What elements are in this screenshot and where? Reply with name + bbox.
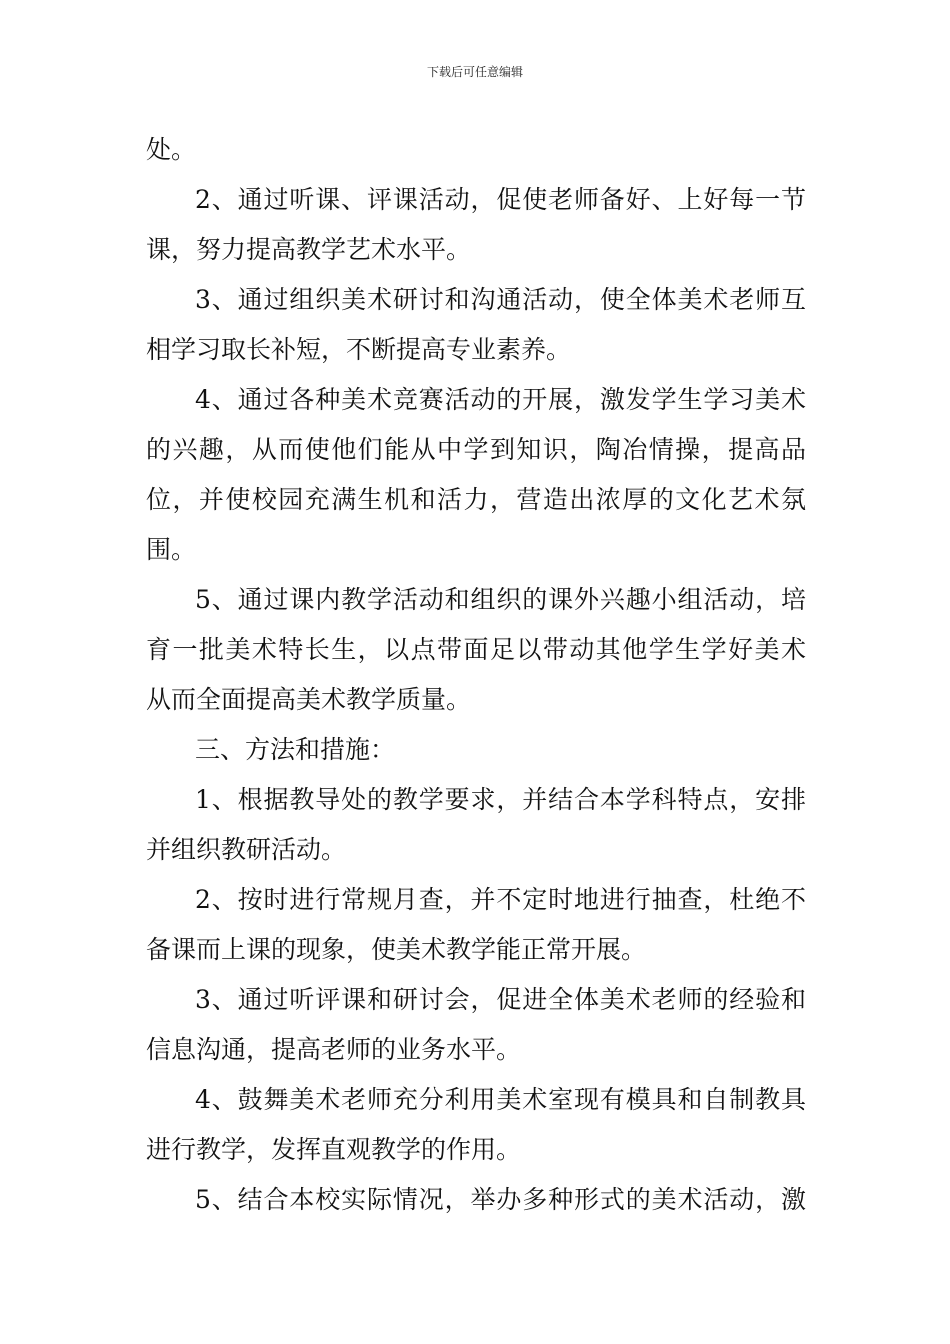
- text-line: 从而全面提高美术教学质量。: [146, 685, 472, 714]
- text-line: 的兴趣，从而使他们能从中学到知识，陶冶情操，提高品: [146, 435, 806, 464]
- text-line: 5、结合本校实际情况，举办多种形式的美术活动，激: [195, 1185, 806, 1214]
- text-line: 进行教学，发挥直观教学的作用。: [146, 1135, 522, 1164]
- text-line: 备课而上课的现象，使美术教学能正常开展。: [146, 935, 647, 964]
- text-line: 处。: [146, 135, 197, 164]
- text-line: 3、通过组织美术研讨和沟通活动，使全体美术老师互: [195, 285, 806, 314]
- text-line: 课，努力提高教学艺术水平。: [146, 235, 472, 264]
- text-line: 育一批美术特长生，以点带面足以带动其他学生学好美术: [146, 635, 806, 664]
- page-header: 下载后可任意编辑: [426, 65, 523, 79]
- text-line: 3、通过听评课和研讨会，促进全体美术老师的经验和: [195, 985, 806, 1014]
- text-line: 围。: [146, 535, 197, 564]
- text-line: 位，并使校园充满生机和活力，营造出浓厚的文化艺术氛: [146, 485, 806, 514]
- text-line: 4、通过各种美术竞赛活动的开展，激发学生学习美术: [195, 385, 806, 414]
- text-line: 2、通过听课、评课活动，促使老师备好、上好每一节: [195, 185, 806, 214]
- text-line: 相学习取长补短，不断提高专业素养。: [146, 335, 572, 364]
- text-line: 1、根据教导处的教学要求，并结合本学科特点，安排: [195, 785, 806, 814]
- text-line: 2、按时进行常规月查，并不定时地进行抽查，杜绝不: [195, 885, 806, 914]
- section-heading: 三、方法和措施：: [195, 735, 396, 764]
- text-line: 信息沟通，提高老师的业务水平。: [146, 1035, 522, 1064]
- text-line: 并组织教研活动。: [146, 835, 347, 864]
- text-line: 4、鼓舞美术老师充分利用美术室现有模具和自制教具: [195, 1085, 806, 1114]
- text-line: 5、通过课内教学活动和组织的课外兴趣小组活动，培: [195, 585, 806, 614]
